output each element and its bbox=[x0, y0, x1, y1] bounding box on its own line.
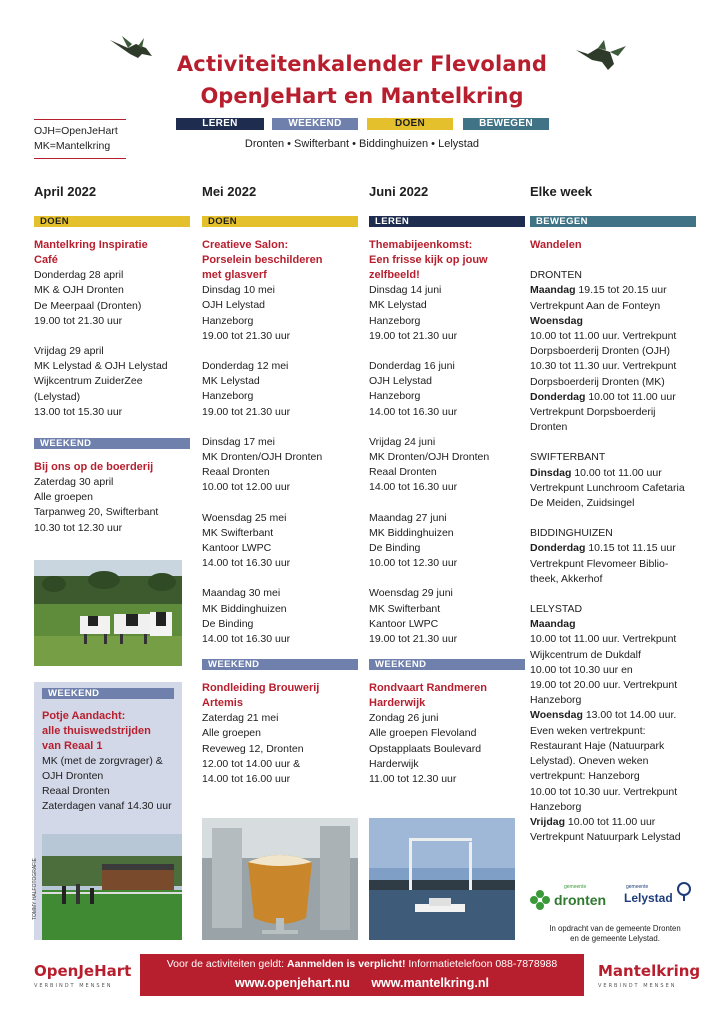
column-heading: Mei 2022 bbox=[202, 184, 257, 199]
logo-tagline: VERBINDT MENSEN bbox=[34, 983, 113, 989]
footer bbox=[0, 952, 724, 1024]
event-title: Harderwijk bbox=[369, 697, 426, 710]
event-date: Zondag 26 juni bbox=[369, 712, 439, 725]
tag-weekend: WEEKEND bbox=[369, 659, 525, 670]
event-title: Creatieve Salon: bbox=[202, 239, 289, 252]
event-location: Tarpanweg 20, Swifterbant bbox=[34, 506, 159, 519]
schedule-line: Hanzeborg bbox=[530, 694, 582, 707]
schedule-line: Hanzeborg bbox=[530, 800, 582, 813]
event-location: Opstapplaats Boulevard bbox=[369, 742, 482, 755]
event-title: Rondvaart Randmeren bbox=[369, 682, 487, 695]
column-april bbox=[34, 184, 190, 536]
footer-emphasis: Aanmelden is verplicht! bbox=[287, 958, 406, 970]
weekday: Vrijdag bbox=[530, 815, 566, 828]
time: 19.15 tot 20.15 uur bbox=[575, 284, 667, 297]
event-time: 14.00 tot 16.30 uur bbox=[202, 633, 291, 646]
event-group: Alle groepen bbox=[34, 491, 93, 504]
footer-info-line bbox=[140, 958, 584, 970]
event-title: Rondleiding Brouwerij bbox=[202, 682, 320, 695]
time: 10.00 tot 11.00 uur bbox=[571, 466, 662, 479]
event-location: Harderwijk bbox=[369, 757, 419, 770]
legend-ojh: OJH=OpenJeHart bbox=[34, 125, 118, 137]
logo-small-text: gemeente bbox=[564, 884, 587, 890]
event-date: Dinsdag 17 mei bbox=[202, 435, 275, 448]
event-group: MK Lelystad bbox=[202, 375, 260, 388]
event-location: De Binding bbox=[202, 617, 254, 630]
event-time: 14.00 tot 16.30 uur bbox=[369, 405, 458, 418]
event-title: Themabijeenkomst: bbox=[369, 239, 473, 252]
weekday: Dinsdag bbox=[530, 466, 572, 479]
event-group: MK Swifterbant bbox=[369, 602, 441, 615]
event-group: MK Dronten/OJH Dronten bbox=[369, 451, 490, 464]
tag-bewegen: BEWEGEN bbox=[530, 216, 696, 227]
event-time: 19.00 tot 21.30 uur bbox=[202, 405, 291, 418]
column-mei bbox=[202, 184, 358, 787]
event-time: 11.00 tot 12.30 uur bbox=[369, 773, 457, 786]
footer-websites[interactable]: www.openjehart.nu www.mantelkring.nl bbox=[235, 976, 489, 990]
event-date: Vrijdag 24 juni bbox=[369, 435, 436, 448]
football-field-photo bbox=[42, 834, 182, 940]
event-time: 19.00 tot 21.30 uur bbox=[369, 633, 458, 646]
event-group: MK Biddinghuizen bbox=[202, 602, 287, 615]
time: 10.00 tot 11.00 uur bbox=[585, 390, 676, 403]
note-line: en de gemeente Lelystad. bbox=[570, 934, 660, 943]
start-point: Vertrekpunt Dorpsboerderij bbox=[530, 406, 656, 419]
event-group: MK Biddinghuizen bbox=[369, 526, 454, 539]
start-point: Vertrekpunt Flevomeer Biblio- bbox=[530, 557, 669, 570]
column-elke-week bbox=[530, 184, 696, 845]
weekday: Maandag bbox=[530, 284, 576, 297]
schedule-line: Even weken vertrekpunt: bbox=[530, 724, 646, 737]
schedule-line: Dorpsboerderij Dronten (MK) bbox=[530, 375, 665, 388]
event-location: De Meerpaal (Dronten) bbox=[34, 299, 142, 312]
beer-glass-photo bbox=[202, 818, 358, 940]
tag-leren: LEREN bbox=[369, 216, 525, 227]
event-title: Bij ons op de boerderij bbox=[34, 461, 154, 474]
start-point: Vertrekpunt Natuurpark Lelystad bbox=[530, 831, 681, 844]
event-group: MK (met de zorgvrager) & bbox=[42, 755, 163, 767]
event-time: 19.00 tot 21.30 uur bbox=[202, 329, 291, 342]
highlight-box bbox=[34, 682, 182, 940]
event-date: Donderdag 16 juni bbox=[369, 360, 455, 373]
schedule-line: Dorpsboerderij Dronten (OJH) bbox=[530, 345, 671, 358]
event-group: MK & OJH Dronten bbox=[34, 284, 124, 297]
start-point: Dronten bbox=[530, 421, 568, 434]
schedule-line: 10.00 tot 11.00 uur. Vertrekpunt bbox=[530, 330, 677, 343]
city-heading: SWIFTERBANT bbox=[530, 451, 606, 464]
weekday: Donderdag bbox=[530, 542, 586, 555]
category-leren: LEREN bbox=[176, 118, 264, 130]
tag-weekend: WEEKEND bbox=[34, 438, 190, 449]
start-point: De Meiden, Zuidsingel bbox=[530, 497, 635, 510]
farm-cows-photo bbox=[34, 560, 182, 666]
page-subtitle: OpenJeHart en Mantelkring bbox=[200, 84, 524, 108]
column-juni bbox=[369, 184, 525, 787]
event-time: Zaterdagen vanaf 14.30 uur bbox=[42, 800, 172, 812]
event-location: De Binding bbox=[369, 542, 421, 555]
event-title: alle thuiswedstrijden bbox=[42, 725, 151, 737]
event-location: Wijkcentrum ZuiderZee bbox=[34, 375, 143, 388]
event-group: Alle groepen Flevoland bbox=[369, 727, 477, 740]
event-title: Porselein beschilderen bbox=[202, 254, 323, 267]
footer-text: Voor de activiteiten geldt: bbox=[166, 958, 287, 970]
schedule-line: Restaurant Haje (Natuurpark bbox=[530, 739, 665, 752]
event-time: 10.00 tot 12.30 uur bbox=[369, 557, 458, 570]
time: 10.15 tot 11.15 uur bbox=[585, 542, 676, 555]
event-title: van Reaal 1 bbox=[42, 740, 103, 752]
event-group: Alle groepen bbox=[202, 727, 261, 740]
event-location: Hanzeborg bbox=[369, 390, 421, 403]
schedule-line: 10.00 tot 11.00 uur. Vertrekpunt bbox=[530, 633, 677, 646]
event-title: zelfbeeld! bbox=[369, 269, 420, 282]
gemeente-dronten-logo bbox=[530, 884, 610, 914]
harbour-bridge-photo bbox=[369, 818, 515, 940]
schedule-line: 19.00 tot 20.00 uur. Vertrekpunt bbox=[530, 679, 678, 692]
event-location: Kantoor LWPC bbox=[202, 542, 272, 555]
schedule-line: 10.00 tot 10.30 uur. Vertrekpunt bbox=[530, 785, 678, 798]
time: 13.00 tot 14.00 uur. bbox=[582, 709, 677, 722]
category-bewegen: BEWEGEN bbox=[463, 118, 549, 130]
event-group: OJH Dronten bbox=[42, 770, 104, 782]
event-time: 13.00 tot 15.30 uur bbox=[34, 405, 123, 418]
tag-doen: DOEN bbox=[202, 216, 358, 227]
event-time: 14.00 tot 16.30 uur bbox=[369, 481, 458, 494]
schedule-line: vertrekpunt: Hanzeborg bbox=[530, 770, 640, 783]
weekday: Donderdag bbox=[530, 390, 586, 403]
event-date: Dinsdag 10 mei bbox=[202, 284, 275, 297]
start-point: theek, Akkerhof bbox=[530, 572, 603, 585]
note-line: In opdracht van de gemeente Dronten bbox=[549, 924, 681, 933]
logo-text: Mantelkring bbox=[598, 962, 701, 980]
category-weekend: WEEKEND bbox=[272, 118, 358, 130]
event-group: OJH Lelystad bbox=[369, 375, 433, 388]
event-time: 12.00 tot 14.00 uur & bbox=[202, 757, 301, 770]
tag-weekend: WEEKEND bbox=[202, 659, 358, 670]
tag-weekend: WEEKEND bbox=[42, 688, 174, 699]
event-location: Reaal Dronten bbox=[369, 466, 437, 479]
event-group: MK Swifterbant bbox=[202, 526, 274, 539]
logo-text: OpenJeHart bbox=[34, 962, 132, 980]
logo-small-text: gemeente bbox=[626, 884, 649, 890]
weekday: Woensdag bbox=[530, 709, 583, 722]
column-heading: April 2022 bbox=[34, 184, 97, 199]
event-date: Maandag 30 mei bbox=[202, 587, 281, 600]
event-location: Reveweg 12, Dronten bbox=[202, 742, 304, 755]
event-group: MK Lelystad & OJH Lelystad bbox=[34, 360, 168, 373]
dronten-flower-icon bbox=[530, 890, 550, 910]
category-doen: DOEN bbox=[367, 118, 453, 130]
footer-band bbox=[140, 954, 584, 996]
weekday: Maandag bbox=[530, 618, 576, 631]
event-location: Hanzeborg bbox=[202, 390, 254, 403]
tag-doen: DOEN bbox=[34, 216, 190, 227]
event-group: OJH Lelystad bbox=[202, 299, 266, 312]
footer-phone: Informatietelefoon 088-7878988 bbox=[405, 958, 558, 970]
column-heading: Juni 2022 bbox=[369, 184, 429, 199]
weekday: Woensdag bbox=[530, 314, 583, 327]
event-date: Donderdag 28 april bbox=[34, 269, 124, 282]
event-location: Kantoor LWPC bbox=[369, 617, 439, 630]
event-time: 10.00 tot 12.00 uur bbox=[202, 481, 291, 494]
city-heading: DRONTEN bbox=[530, 269, 582, 282]
event-time: 10.30 tot 12.30 uur bbox=[34, 521, 123, 534]
event-location: Reaal Dronten bbox=[202, 466, 270, 479]
event-date: Maandag 27 juni bbox=[369, 511, 447, 524]
event-date: Woensdag 29 juni bbox=[369, 587, 453, 600]
event-title: Café bbox=[34, 254, 58, 267]
legend-mk: MK=Mantelkring bbox=[34, 140, 111, 152]
schedule-line: Lelystad). Oneven weken bbox=[530, 755, 649, 768]
event-time: 14.00 tot 16.30 uur bbox=[202, 557, 291, 570]
event-location: Reaal Dronten bbox=[42, 785, 110, 797]
event-time: 14.00 tot 16.00 uur bbox=[202, 773, 291, 786]
openjehart-logo bbox=[34, 962, 131, 989]
mantelkring-logo bbox=[598, 962, 700, 989]
locations-line: Dronten • Swifterbant • Biddinghuizen • Lelystad bbox=[244, 138, 480, 150]
city-heading: LELYSTAD bbox=[530, 603, 583, 616]
event-title: Mantelkring Inspiratie bbox=[34, 239, 148, 252]
start-point: Vertrekpunt Lunchroom Cafetaria bbox=[530, 481, 685, 494]
page-title: Activiteitenkalender Flevoland bbox=[176, 52, 548, 76]
event-title: Een frisse kijk op jouw bbox=[369, 254, 488, 267]
event-location: (Lelystad) bbox=[34, 390, 81, 403]
event-group: MK Dronten/OJH Dronten bbox=[202, 451, 323, 464]
event-date: Vrijdag 29 april bbox=[34, 345, 104, 358]
event-title: Artemis bbox=[202, 697, 243, 710]
schedule-line: Wijkcentrum de Dukdalf bbox=[530, 648, 641, 661]
event-date: Zaterdag 21 mei bbox=[202, 712, 279, 725]
logo-text: Lelystad bbox=[624, 891, 673, 905]
time: 10.00 tot 11.00 uur bbox=[565, 815, 656, 828]
event-date: Dinsdag 14 juni bbox=[369, 284, 442, 297]
logo-text: dronten bbox=[554, 892, 607, 908]
event-title: Wandelen bbox=[530, 239, 582, 252]
city-heading: BIDDINGHUIZEN bbox=[530, 527, 613, 540]
event-title: Potje Aandacht: bbox=[42, 710, 126, 722]
event-location: Hanzeborg bbox=[369, 314, 421, 327]
schedule-line: 10.30 tot 11.30 uur. Vertrekpunt bbox=[530, 360, 677, 373]
lelystad-emblem-icon bbox=[676, 882, 692, 902]
logo-tagline: VERBINDT MENSEN bbox=[598, 983, 677, 989]
event-date: Donderdag 12 mei bbox=[202, 360, 289, 373]
event-time: 19.00 tot 21.30 uur bbox=[34, 314, 123, 327]
event-title: met glasverf bbox=[202, 269, 267, 282]
event-date: Zaterdag 30 april bbox=[34, 476, 114, 489]
column-heading: Elke week bbox=[530, 184, 593, 199]
event-location: Hanzeborg bbox=[202, 314, 254, 327]
start-point: Vertrekpunt Aan de Fonteyn bbox=[530, 299, 661, 312]
event-time: 19.00 tot 21.30 uur bbox=[369, 329, 458, 342]
gemeente-lelystad-logo bbox=[622, 882, 694, 914]
photo-credit: TOMMY HALFOTOGRAFIE bbox=[32, 858, 38, 920]
schedule-line: 10.00 tot 10.30 uur en bbox=[530, 663, 633, 676]
event-group: MK Lelystad bbox=[369, 299, 427, 312]
municipality-note bbox=[530, 924, 700, 944]
event-date: Woensdag 25 mei bbox=[202, 511, 287, 524]
